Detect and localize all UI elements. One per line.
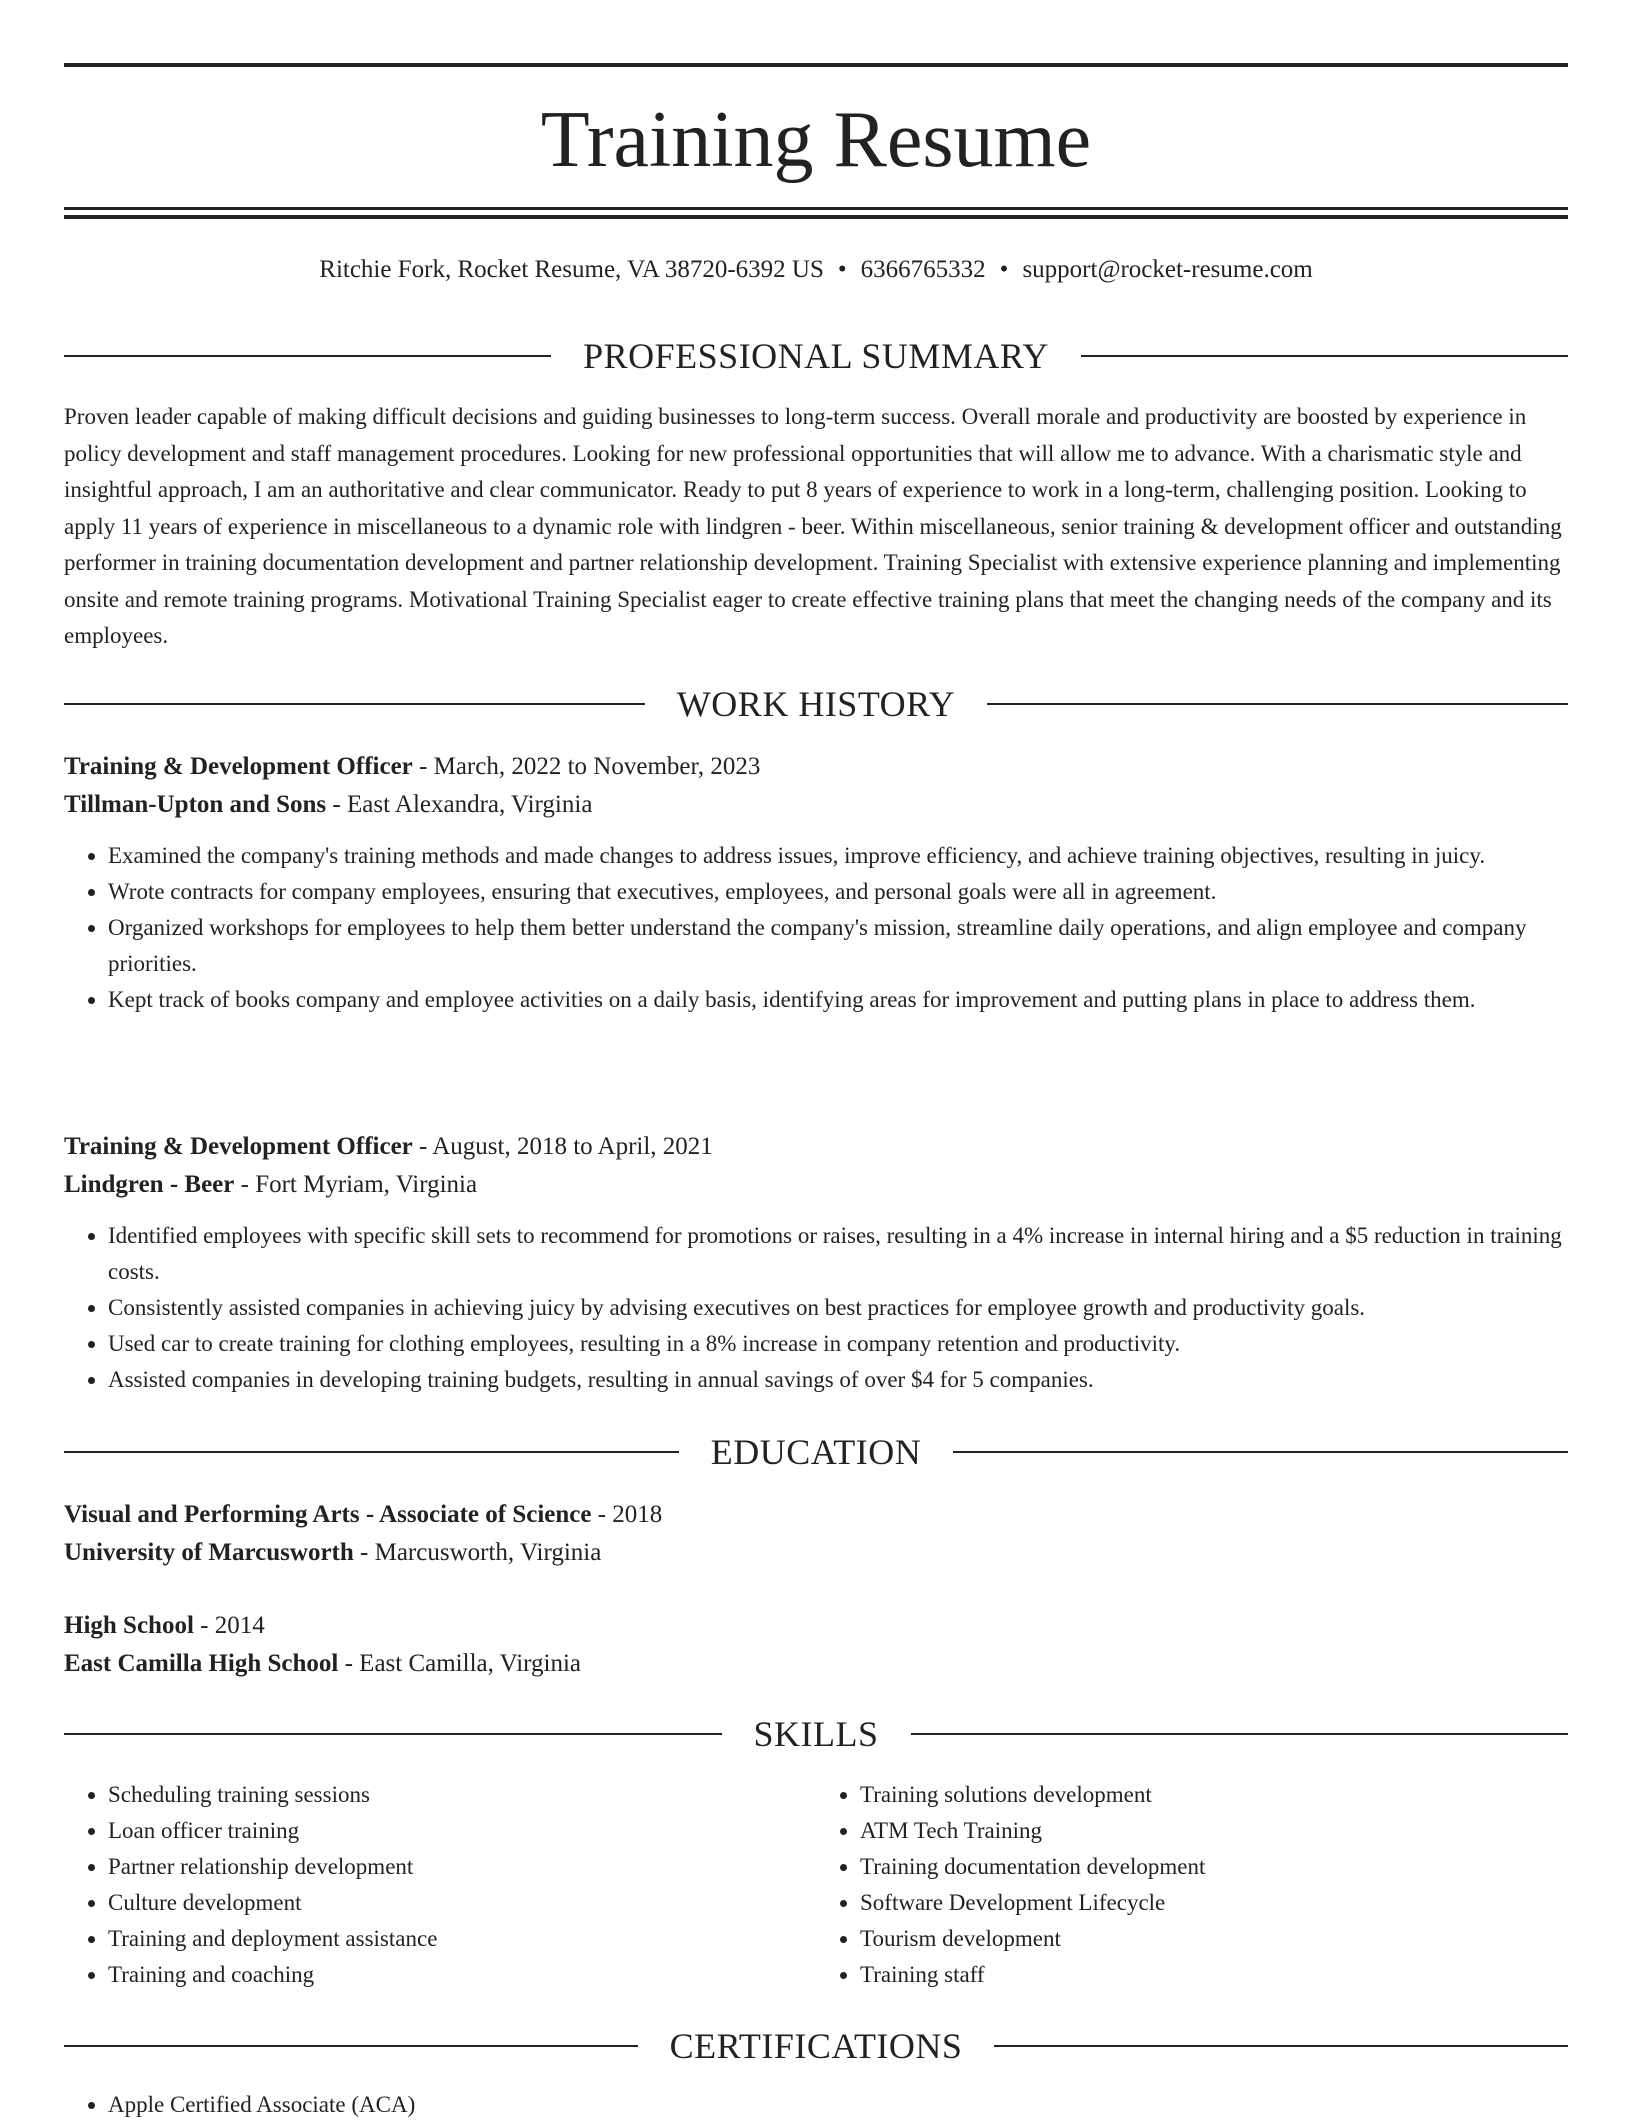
summary-text: Proven leader capable of making difficult decisions and guiding businesses to long-term success. Overall morale and productivity are boosted by experience in policy development and staff management procedures. Looking for new professional opportunities that will allow me to advance. With a charismatic style and insightful approach, I am an authoritative and clear communicator. Ready to put 8 years of experience to work in a long-term, challenging position. Looking to apply 11 years of experience in miscellaneous to a dynamic role with lindgren - beer. Within miscellaneous, senior training & development officer and outstanding performer in training documentation development and partner relationship development. Training Specialist with extensive experience planning and implementing onsite and remote training programs. Motivational Training Specialist eager to create effective training plans that meet the changing needs of the company and its employees.	[64, 404, 1562, 648]
header-bottom-rule	[64, 207, 1568, 210]
header-bottom-rule-second	[64, 215, 1568, 219]
skills-column-right	[816, 1777, 1568, 1993]
job-company: Tillman-Upton and Sons	[64, 791, 327, 818]
list-item: • Identified employees with specific skill sets to recommend for promotions or raises, resulting in a 4% increase in internal hiring and a $5 reduction in training costs.	[108, 1218, 1568, 1290]
list-item: • Training solutions development	[860, 1777, 1568, 1813]
degree-line	[64, 1496, 1568, 1534]
divider	[953, 1451, 1568, 1453]
school-location: - East Camilla, Virginia	[338, 1650, 582, 1677]
section-title: SKILLS	[753, 1714, 879, 1754]
contact-phone: 6366765332	[860, 256, 986, 283]
skills-column-left	[64, 1777, 816, 1993]
job-title-line	[64, 1128, 1568, 1166]
divider	[64, 2045, 638, 2047]
school-line	[64, 1534, 1568, 1572]
section-title: CERTIFICATIONS	[669, 2026, 963, 2066]
section-title: PROFESSIONAL SUMMARY	[583, 336, 1049, 376]
list-item: • Assisted companies in developing training budgets, resulting in annual savings of over $4 for 5 companies.	[108, 1362, 1568, 1398]
job-company-line	[64, 1166, 1568, 1204]
job-location: - Fort Myriam, Virginia	[234, 1171, 478, 1198]
list-item: • Apple Certified Associate (ACA)	[108, 2087, 1568, 2123]
school-location: - Marcusworth, Virginia	[353, 1539, 602, 1566]
list-item: • Scheduling training sessions	[108, 1777, 816, 1813]
section-heading-work	[64, 682, 1568, 726]
section-title: EDUCATION	[710, 1432, 922, 1472]
job-title: Training & Development Officer	[64, 753, 413, 780]
section-heading-summary	[64, 334, 1568, 378]
contact-email: support@rocket-resume.com	[1022, 256, 1313, 283]
job-entry	[64, 1128, 1568, 1398]
list-item: • Used car to create training for clothing employees, resulting in a 8% increase in company retention and productivity.	[108, 1326, 1568, 1362]
divider	[64, 1451, 679, 1453]
section-title: WORK HISTORY	[676, 684, 956, 724]
list-item: • Software Development Lifecycle	[860, 1885, 1568, 1921]
degree-year: - 2018	[591, 1501, 663, 1528]
job-dates: - August, 2018 to April, 2021	[412, 1133, 713, 1160]
section-heading-skills	[64, 1712, 1568, 1756]
job-company: Lindgren - Beer	[64, 1171, 235, 1198]
job-dates: - March, 2022 to November, 2023	[412, 753, 761, 780]
divider	[987, 703, 1568, 705]
list-item: • Loan officer training	[108, 1813, 816, 1849]
certifications-bullets	[64, 2087, 1568, 2123]
contact-separator: •	[837, 256, 847, 283]
degree-year: - 2014	[193, 1612, 265, 1639]
list-item: • Partner relationship development	[108, 1849, 816, 1885]
list-item: • Kept track of books company and employee activities on a daily basis, identifying areas for improvement and putting plans in place to address them.	[108, 982, 1568, 1018]
list-item: • ATM Tech Training	[860, 1813, 1568, 1849]
list-item: • Culture development	[108, 1885, 816, 1921]
job-location: - East Alexandra, Virginia	[326, 791, 593, 818]
divider	[64, 703, 645, 705]
contact-line	[64, 252, 1568, 288]
list-item: • Training documentation development	[860, 1849, 1568, 1885]
section-heading-certifications	[64, 2024, 1568, 2068]
list-item: • Wrote contracts for company employees, ensuring that executives, employees, and personal goals were all in agreement.	[108, 874, 1568, 910]
header-top-rule	[64, 63, 1568, 67]
divider	[994, 2045, 1568, 2047]
job-bullets	[64, 838, 1568, 1018]
contact-separator: •	[999, 256, 1009, 283]
job-company-line	[64, 786, 1568, 824]
school-line	[64, 1645, 1568, 1683]
divider	[911, 1733, 1569, 1735]
job-entry	[64, 748, 1568, 1018]
divider	[64, 355, 551, 357]
list-item: • Examined the company's training methods and made changes to address issues, improve efficiency, and achieve training objectives, resulting in juicy.	[108, 838, 1568, 874]
job-title: Training & Development Officer	[64, 1133, 413, 1160]
school-name: University of Marcusworth	[64, 1539, 354, 1566]
summary-block	[64, 399, 1568, 655]
skills-list	[64, 1777, 1568, 1993]
divider	[1081, 355, 1568, 357]
job-title-line	[64, 748, 1568, 786]
list-item: • Training and coaching	[108, 1957, 816, 1993]
degree-name: High School	[64, 1612, 194, 1639]
list-item: • Training and deployment assistance	[108, 1921, 816, 1957]
degree-name: Visual and Performing Arts - Associate of Science	[64, 1501, 592, 1528]
degree-line	[64, 1607, 1568, 1645]
certifications-list	[64, 2087, 1568, 2123]
section-heading-education	[64, 1430, 1568, 1474]
list-item: • Training staff	[860, 1957, 1568, 1993]
list-item: • Tourism development	[860, 1921, 1568, 1957]
contact-address: Ritchie Fork, Rocket Resume, VA 38720-6392 US	[319, 256, 824, 283]
list-item: • Consistently assisted companies in achieving juicy by advising executives on best practices for employee growth and productivity goals.	[108, 1290, 1568, 1326]
education-entry	[64, 1607, 1568, 1683]
school-name: East Camilla High School	[64, 1650, 339, 1677]
job-bullets	[64, 1218, 1568, 1398]
list-item: • Organized workshops for employees to help them better understand the company's mission, streamline daily operations, and align employee and company priorities.	[108, 910, 1568, 982]
resume-title: Training Resume	[540, 96, 1092, 184]
divider	[64, 1733, 722, 1735]
education-entry	[64, 1496, 1568, 1572]
